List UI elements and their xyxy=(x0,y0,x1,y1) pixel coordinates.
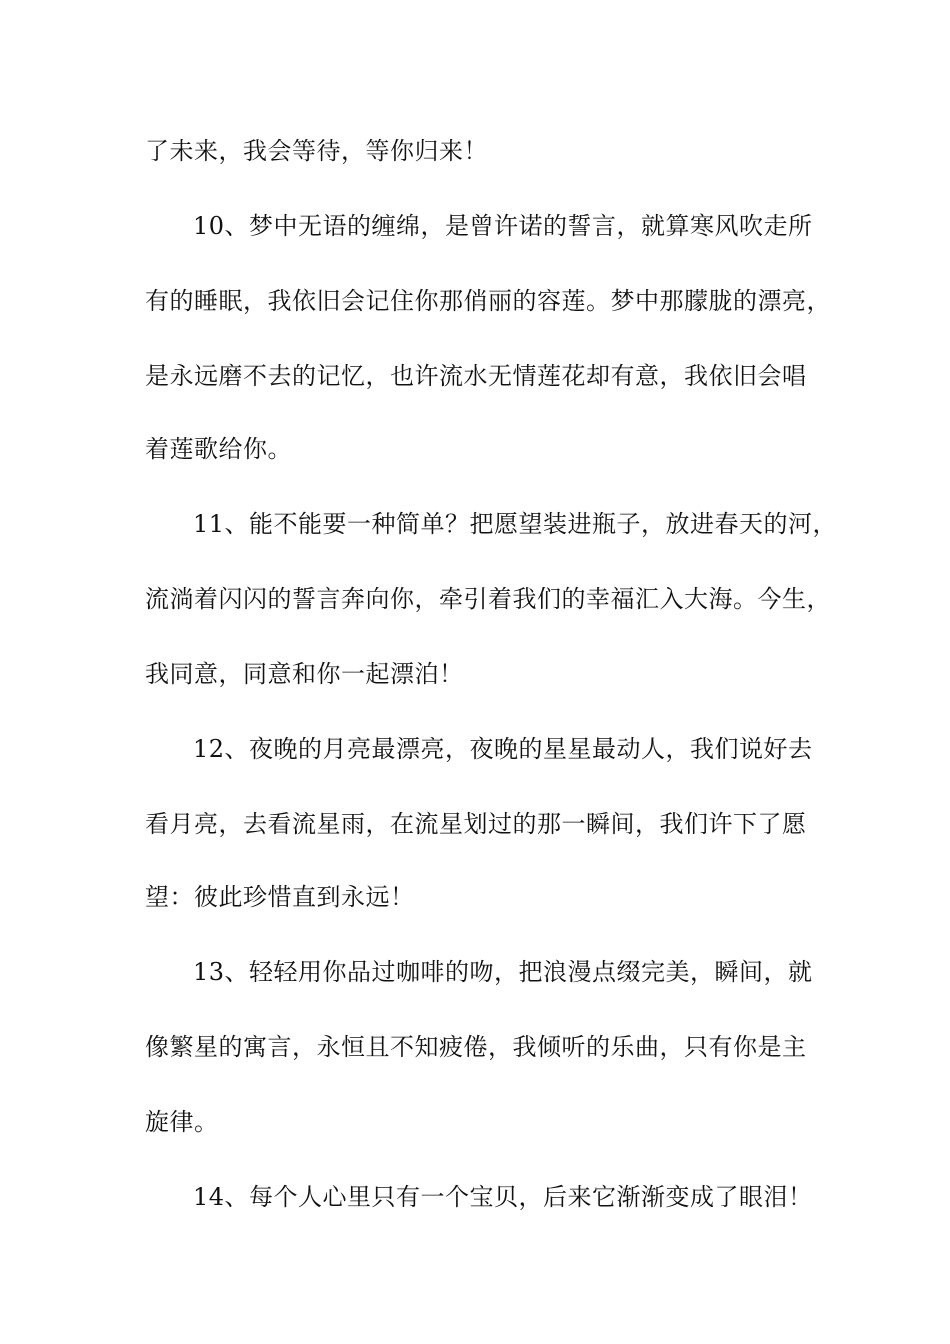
paragraph-line: 望：彼此珍惜直到永远！ xyxy=(145,883,415,911)
paragraph-line: 有的睡眠，我依旧会记住你那俏丽的容莲。梦中那朦胧的漂亮， xyxy=(145,287,831,315)
paragraph-line: 像繁星的寓言，永恒且不知疲倦，我倾听的乐曲，只有你是主 xyxy=(145,1033,807,1061)
paragraph-line: 11、能不能要一种简单？把愿望装进瓶子，放进春天的河， xyxy=(193,510,838,538)
paragraph-line: 14、每个人心里只有一个宝贝，后来它渐渐变成了眼泪！ xyxy=(193,1183,813,1211)
paragraph-line: 10、梦中无语的缠绵，是曾许诺的誓言，就算寒风吹走所 xyxy=(193,212,813,240)
paragraph-line: 是永远磨不去的记忆，也许流水无情莲花却有意，我依旧会唱 xyxy=(145,362,807,390)
paragraph-line: 13、轻轻用你品过咖啡的吻，把浪漫点缀完美，瞬间，就 xyxy=(193,958,813,986)
paragraph-line: 了未来，我会等待，等你归来！ xyxy=(145,137,488,165)
paragraph-line: 看月亮，去看流星雨，在流星划过的那一瞬间，我们许下了愿 xyxy=(145,810,807,838)
paragraph-line: 旋律。 xyxy=(145,1108,219,1136)
paragraph-line: 着莲歌给你。 xyxy=(145,435,292,463)
paragraph-line: 12、夜晚的月亮最漂亮，夜晚的星星最动人，我们说好去 xyxy=(193,735,813,763)
paragraph-line: 我同意，同意和你一起漂泊！ xyxy=(145,660,464,688)
paragraph-line: 流淌着闪闪的誓言奔向你，牵引着我们的幸福汇入大海。今生， xyxy=(145,585,831,613)
